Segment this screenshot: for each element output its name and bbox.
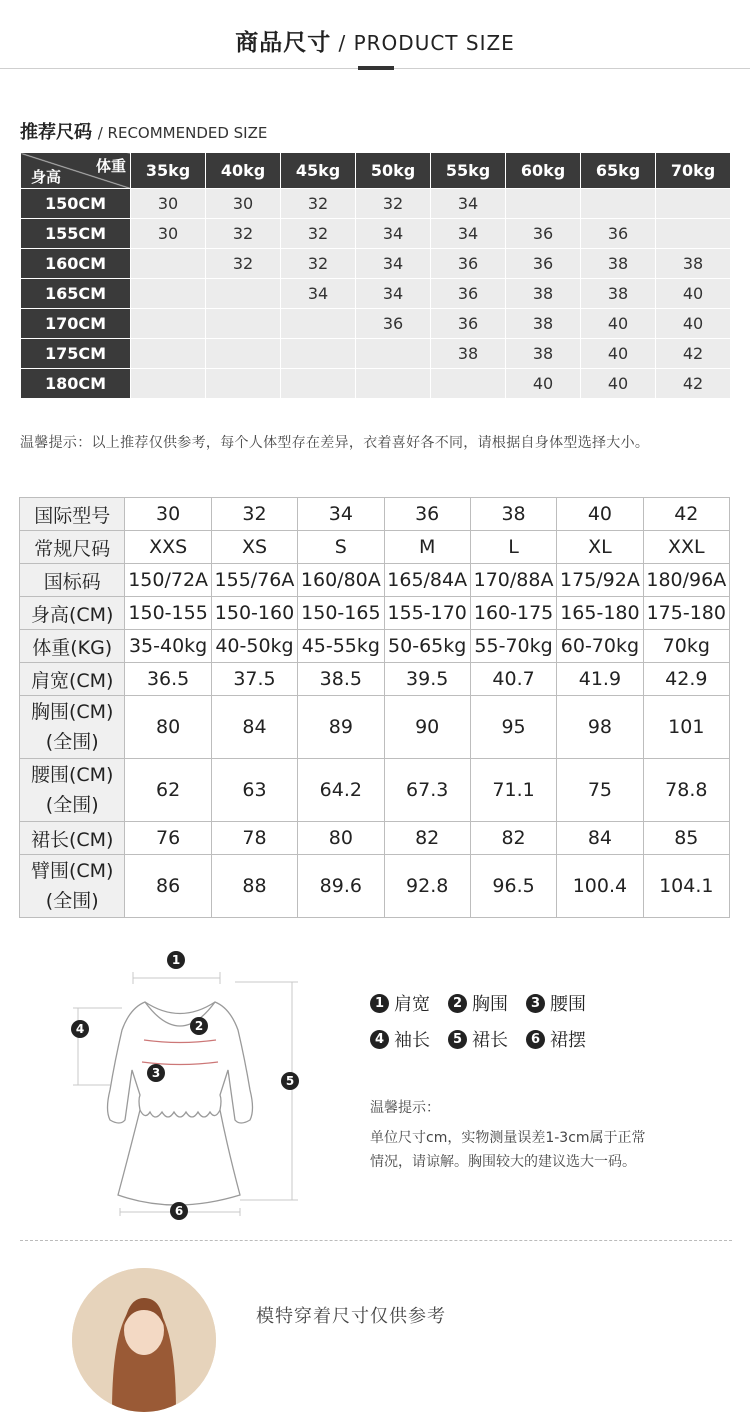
weight-header: 60kg bbox=[506, 153, 581, 189]
size-row-label bbox=[20, 855, 125, 918]
size-cell: 175/92A bbox=[557, 564, 643, 597]
recommended-cell: 36 bbox=[506, 249, 581, 279]
size-cell: 85 bbox=[643, 822, 729, 855]
size-cell: 80 bbox=[298, 822, 384, 855]
size-cell: 36 bbox=[384, 498, 470, 531]
size-row-label-line: 腰围(CM) bbox=[30, 764, 114, 786]
legend-label: 腰围 bbox=[550, 994, 586, 1015]
size-row bbox=[20, 498, 730, 531]
recommended-cell: 38 bbox=[656, 249, 731, 279]
legend-item bbox=[370, 990, 430, 1016]
height-header: 150CM bbox=[21, 189, 131, 219]
legend-number: 5 bbox=[448, 1030, 467, 1049]
recommended-cell: 40 bbox=[581, 369, 656, 399]
recommended-cell: 32 bbox=[281, 219, 356, 249]
legend-label: 胸围 bbox=[472, 994, 508, 1015]
size-row-label-line: 常规尺码 bbox=[34, 537, 111, 560]
size-cell: M bbox=[384, 531, 470, 564]
size-cell: 30 bbox=[125, 498, 211, 531]
recommended-cell: 30 bbox=[131, 189, 206, 219]
tip-line: 情况，请谅解。胸围较大的建议选大一码。 bbox=[370, 1154, 636, 1170]
size-cell: 35-40kg bbox=[125, 630, 211, 663]
size-cell: 89 bbox=[298, 696, 384, 759]
size-row-label-line: 肩宽(CM) bbox=[30, 669, 114, 692]
weight-header: 50kg bbox=[356, 153, 431, 189]
size-row-label-line: (全围) bbox=[45, 890, 99, 912]
recommended-row bbox=[21, 279, 731, 309]
height-header: 160CM bbox=[21, 249, 131, 279]
size-cell: XS bbox=[211, 531, 297, 564]
recommended-cell: 34 bbox=[431, 189, 506, 219]
marker-1-label: 1 bbox=[171, 953, 181, 967]
legend-number: 4 bbox=[370, 1030, 389, 1049]
recommended-cell: 34 bbox=[356, 219, 431, 249]
marker-5-label: 5 bbox=[285, 1074, 295, 1088]
recommended-cell: 32 bbox=[206, 219, 281, 249]
recommended-cell: 36 bbox=[506, 219, 581, 249]
recommended-cell: 30 bbox=[131, 219, 206, 249]
size-cell: 92.8 bbox=[384, 855, 470, 918]
weight-header: 35kg bbox=[131, 153, 206, 189]
size-cell: 95 bbox=[470, 696, 556, 759]
size-cell: 90 bbox=[384, 696, 470, 759]
weight-header: 40kg bbox=[206, 153, 281, 189]
size-cell: 150-160 bbox=[211, 597, 297, 630]
recommended-cell: 40 bbox=[506, 369, 581, 399]
legend-row bbox=[370, 985, 604, 1021]
size-cell: 38.5 bbox=[298, 663, 384, 696]
size-cell: 84 bbox=[557, 822, 643, 855]
size-row-label bbox=[20, 663, 125, 696]
marker-3-label: 3 bbox=[151, 1066, 161, 1080]
header-accent-bar bbox=[358, 66, 394, 70]
recommended-cell: 36 bbox=[431, 249, 506, 279]
size-cell: L bbox=[470, 531, 556, 564]
size-cell: 37.5 bbox=[211, 663, 297, 696]
recommended-cell: 30 bbox=[206, 189, 281, 219]
height-header: 155CM bbox=[21, 219, 131, 249]
size-row bbox=[20, 759, 730, 822]
size-cell: 39.5 bbox=[384, 663, 470, 696]
size-cell: 165-180 bbox=[557, 597, 643, 630]
size-cell: 160-175 bbox=[470, 597, 556, 630]
size-cell: 98 bbox=[557, 696, 643, 759]
height-header: 180CM bbox=[21, 369, 131, 399]
weight-header: 55kg bbox=[431, 153, 506, 189]
recommended-cell: 32 bbox=[281, 249, 356, 279]
recommended-cell bbox=[131, 249, 206, 279]
recommended-cell: 38 bbox=[581, 249, 656, 279]
size-row bbox=[20, 822, 730, 855]
recommended-cell bbox=[506, 189, 581, 219]
marker-2-label: 2 bbox=[194, 1019, 204, 1033]
weight-header: 65kg bbox=[581, 153, 656, 189]
recommended-cell bbox=[431, 369, 506, 399]
size-cell: 150-155 bbox=[125, 597, 211, 630]
size-row-label-line: 裙长(CM) bbox=[30, 828, 114, 851]
size-cell: 76 bbox=[125, 822, 211, 855]
legend-label: 裙长 bbox=[472, 1030, 508, 1051]
recommended-title bbox=[20, 118, 267, 144]
recommended-row bbox=[21, 249, 731, 279]
dress-diagram bbox=[70, 950, 310, 1230]
size-cell: 155/76A bbox=[211, 564, 297, 597]
size-row bbox=[20, 855, 730, 918]
size-cell: 150-165 bbox=[298, 597, 384, 630]
recommended-cell: 32 bbox=[281, 189, 356, 219]
legend-item bbox=[526, 1026, 586, 1052]
size-cell: 34 bbox=[298, 498, 384, 531]
size-cell: 88 bbox=[211, 855, 297, 918]
size-row-label-line: (全围) bbox=[45, 794, 99, 816]
recommended-cell bbox=[131, 309, 206, 339]
size-row-label bbox=[20, 498, 125, 531]
recommended-cell: 34 bbox=[356, 249, 431, 279]
size-row-label-line: 国际型号 bbox=[34, 504, 111, 527]
recommended-cell: 38 bbox=[506, 339, 581, 369]
size-cell: 70kg bbox=[643, 630, 729, 663]
size-cell: XL bbox=[557, 531, 643, 564]
corner-height-label: 身高 bbox=[31, 168, 62, 186]
weight-header-row bbox=[21, 153, 731, 189]
legend-item bbox=[526, 990, 586, 1016]
recommended-cell bbox=[281, 369, 356, 399]
size-cell: 165/84A bbox=[384, 564, 470, 597]
size-cell: 32 bbox=[211, 498, 297, 531]
size-cell: 38 bbox=[470, 498, 556, 531]
legend-item bbox=[370, 1026, 430, 1052]
legend-label: 袖长 bbox=[394, 1030, 430, 1051]
size-row-label bbox=[20, 822, 125, 855]
recommended-row bbox=[21, 189, 731, 219]
size-row-label bbox=[20, 597, 125, 630]
header-title-en: / PRODUCT SIZE bbox=[338, 31, 515, 55]
recommended-cell bbox=[131, 369, 206, 399]
recommended-cell: 38 bbox=[506, 279, 581, 309]
legend-label: 肩宽 bbox=[394, 994, 430, 1015]
recommended-cell: 36 bbox=[431, 279, 506, 309]
size-cell: 40 bbox=[557, 498, 643, 531]
recommended-row bbox=[21, 369, 731, 399]
size-cell: 150/72A bbox=[125, 564, 211, 597]
legend-item bbox=[448, 990, 508, 1016]
size-cell: 64.2 bbox=[298, 759, 384, 822]
size-chart-table bbox=[19, 497, 730, 918]
recommended-cell bbox=[356, 369, 431, 399]
size-row-label bbox=[20, 630, 125, 663]
legend-label: 裙摆 bbox=[550, 1030, 586, 1051]
measurement-legend bbox=[370, 985, 604, 1057]
recommended-cell bbox=[356, 339, 431, 369]
page-header bbox=[0, 24, 750, 57]
size-cell: 100.4 bbox=[557, 855, 643, 918]
height-header: 165CM bbox=[21, 279, 131, 309]
legend-number: 3 bbox=[526, 994, 545, 1013]
height-header: 170CM bbox=[21, 309, 131, 339]
size-row-label bbox=[20, 531, 125, 564]
recommended-cell bbox=[206, 279, 281, 309]
size-cell: 63 bbox=[211, 759, 297, 822]
size-cell: 78 bbox=[211, 822, 297, 855]
size-row-label-line: (全围) bbox=[45, 731, 99, 753]
size-cell: 82 bbox=[470, 822, 556, 855]
recommended-cell: 36 bbox=[581, 219, 656, 249]
size-cell: 78.8 bbox=[643, 759, 729, 822]
size-row bbox=[20, 531, 730, 564]
recommended-cell: 40 bbox=[656, 309, 731, 339]
size-cell: 82 bbox=[384, 822, 470, 855]
size-cell: 62 bbox=[125, 759, 211, 822]
size-row-label bbox=[20, 564, 125, 597]
size-row-label-line: 体重(KG) bbox=[32, 636, 113, 659]
size-cell: S bbox=[298, 531, 384, 564]
height-header: 175CM bbox=[21, 339, 131, 369]
table-corner bbox=[21, 153, 131, 189]
size-row-label bbox=[20, 759, 125, 822]
section-divider bbox=[20, 1240, 732, 1241]
header-title-cn: 商品尺寸 bbox=[235, 30, 332, 56]
size-cell: XXL bbox=[643, 531, 729, 564]
weight-header: 70kg bbox=[656, 153, 731, 189]
recommended-row bbox=[21, 219, 731, 249]
size-cell: 101 bbox=[643, 696, 729, 759]
size-cell: 60-70kg bbox=[557, 630, 643, 663]
tip-line: 单位尺寸cm，实物测量误差1-3cm属于正常 bbox=[370, 1130, 646, 1146]
recommended-cell bbox=[581, 189, 656, 219]
recommended-cell: 40 bbox=[581, 309, 656, 339]
recommended-row bbox=[21, 309, 731, 339]
recommended-cell: 40 bbox=[656, 279, 731, 309]
legend-item bbox=[448, 1026, 508, 1052]
recommended-cell: 32 bbox=[206, 249, 281, 279]
recommended-cell: 40 bbox=[581, 339, 656, 369]
size-cell: 41.9 bbox=[557, 663, 643, 696]
recommended-tip: 温馨提示：以上推荐仅供参考，每个人体型存在差异，衣着喜好各不同，请根据自身体型选择大小。 bbox=[20, 435, 650, 451]
size-cell: 36.5 bbox=[125, 663, 211, 696]
corner-weight-label: 体重 bbox=[95, 157, 126, 175]
recommended-cell: 36 bbox=[356, 309, 431, 339]
recommended-cell bbox=[656, 219, 731, 249]
size-row-label-line: 身高(CM) bbox=[30, 603, 114, 626]
measurement-tip bbox=[370, 1096, 690, 1174]
size-cell: 55-70kg bbox=[470, 630, 556, 663]
size-cell: 71.1 bbox=[470, 759, 556, 822]
size-row bbox=[20, 630, 730, 663]
size-cell: 89.6 bbox=[298, 855, 384, 918]
recommended-cell bbox=[281, 339, 356, 369]
model-avatar bbox=[72, 1268, 216, 1412]
recommended-cell: 32 bbox=[356, 189, 431, 219]
recommended-cell: 38 bbox=[581, 279, 656, 309]
size-row bbox=[20, 597, 730, 630]
size-cell: 40-50kg bbox=[211, 630, 297, 663]
size-cell: 170/88A bbox=[470, 564, 556, 597]
recommended-cell bbox=[656, 189, 731, 219]
recommended-cell bbox=[281, 309, 356, 339]
size-cell: 175-180 bbox=[643, 597, 729, 630]
recommended-cell: 34 bbox=[431, 219, 506, 249]
size-cell: 180/96A bbox=[643, 564, 729, 597]
recommended-size-table bbox=[20, 152, 731, 399]
size-cell: 160/80A bbox=[298, 564, 384, 597]
recommended-row bbox=[21, 339, 731, 369]
recommended-cell: 38 bbox=[431, 339, 506, 369]
tip-heading: 温馨提示： bbox=[370, 1100, 440, 1116]
size-row bbox=[20, 696, 730, 759]
size-cell: 42.9 bbox=[643, 663, 729, 696]
recommended-cell: 36 bbox=[431, 309, 506, 339]
size-row-label-line: 臂围(CM) bbox=[30, 860, 114, 882]
size-cell: 50-65kg bbox=[384, 630, 470, 663]
size-cell: 84 bbox=[211, 696, 297, 759]
recommended-cell: 42 bbox=[656, 369, 731, 399]
size-cell: 67.3 bbox=[384, 759, 470, 822]
weight-header: 45kg bbox=[281, 153, 356, 189]
size-cell: 75 bbox=[557, 759, 643, 822]
recommended-cell bbox=[206, 369, 281, 399]
size-row bbox=[20, 564, 730, 597]
size-cell: 42 bbox=[643, 498, 729, 531]
size-cell: 86 bbox=[125, 855, 211, 918]
recommended-cell: 34 bbox=[356, 279, 431, 309]
size-cell: 104.1 bbox=[643, 855, 729, 918]
recommended-cell bbox=[131, 339, 206, 369]
legend-number: 6 bbox=[526, 1030, 545, 1049]
legend-row bbox=[370, 1021, 604, 1057]
size-cell: 45-55kg bbox=[298, 630, 384, 663]
recommended-cell: 42 bbox=[656, 339, 731, 369]
legend-number: 1 bbox=[370, 994, 389, 1013]
recommended-cell: 38 bbox=[506, 309, 581, 339]
size-cell: 96.5 bbox=[470, 855, 556, 918]
marker-6-label: 6 bbox=[174, 1204, 184, 1218]
model-note: 模特穿着尺寸仅供参考 bbox=[256, 1306, 446, 1327]
size-cell: 40.7 bbox=[470, 663, 556, 696]
size-cell: XXS bbox=[125, 531, 211, 564]
recommended-cell bbox=[206, 309, 281, 339]
marker-4-label: 4 bbox=[75, 1022, 85, 1036]
legend-number: 2 bbox=[448, 994, 467, 1013]
size-row bbox=[20, 663, 730, 696]
size-cell: 80 bbox=[125, 696, 211, 759]
size-row-label-line: 胸围(CM) bbox=[30, 701, 114, 723]
recommended-cell: 34 bbox=[281, 279, 356, 309]
recommended-cell bbox=[131, 279, 206, 309]
size-cell: 155-170 bbox=[384, 597, 470, 630]
recommended-title-cn: 推荐尺码 bbox=[20, 122, 92, 143]
recommended-cell bbox=[206, 339, 281, 369]
size-row-label bbox=[20, 696, 125, 759]
size-row-label-line: 国标码 bbox=[43, 570, 101, 593]
recommended-title-en: / RECOMMENDED SIZE bbox=[97, 124, 268, 142]
